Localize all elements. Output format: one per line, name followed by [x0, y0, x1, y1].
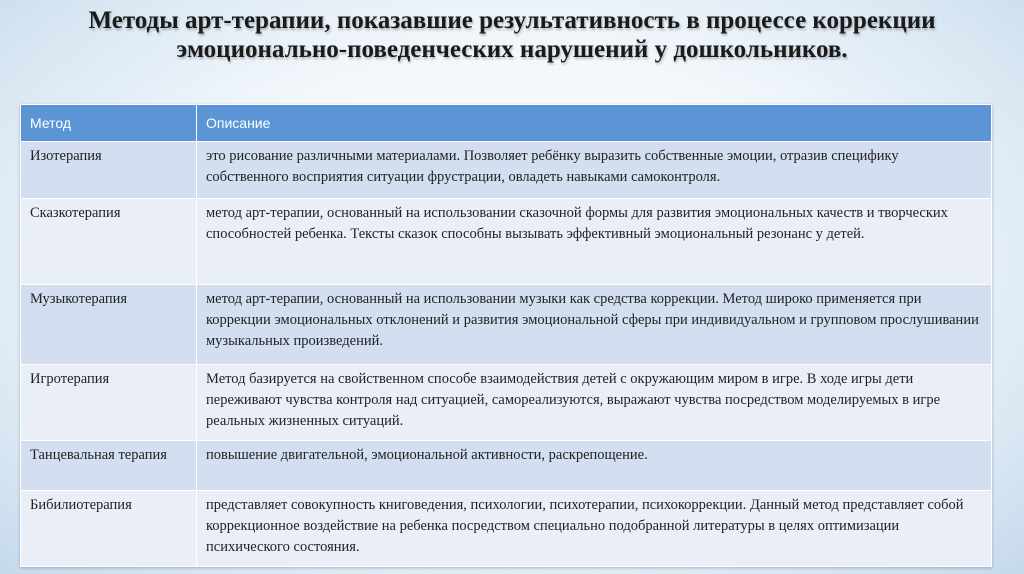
- method-cell: Танцевальная терапия: [21, 441, 197, 491]
- description-cell: это рисование различными материалами. Позволяет ребёнку выразить собственные эмоции, отразив специфику собственного восприятия ситуации фрустрации, овладеть навыками самоконтроля.: [197, 142, 992, 199]
- slide-title: Методы арт-терапии, показавшие результативность в процессе коррекции эмоционально-поведенческих нарушений у дошкольников.: [88, 7, 936, 63]
- method-cell: Игротерапия: [21, 365, 197, 441]
- header-method: Метод: [21, 105, 197, 142]
- table-header-row: [21, 105, 992, 142]
- table-row: [21, 441, 992, 491]
- method-cell: Музыкотерапия: [21, 285, 197, 365]
- table-row: [21, 491, 992, 567]
- description-cell: метод арт-терапии, основанный на использовании сказочной формы для развития эмоциональных качеств и творческих способностей ребенка. Тексты сказок способны вызывать эффективный эмоциональный резонанс у детей.: [197, 199, 992, 285]
- description-cell: повышение двигательной, эмоциональной активности, раскрепощение.: [197, 441, 992, 491]
- table-row: [21, 199, 992, 285]
- methods-table: [20, 104, 992, 567]
- description-cell: представляет совокупность книговедения, психологии, психотерапии, психокоррекции. Данный метод представляет собой коррекционное воздействие на ребенка посредством специально подобранной литературы в целях оптимизации психического состояния.: [197, 491, 992, 567]
- table-row: [21, 142, 992, 199]
- table-row: [21, 285, 992, 365]
- table-row: [21, 365, 992, 441]
- header-description: Описание: [197, 105, 992, 142]
- method-cell: Бибилиотерапия: [21, 491, 197, 567]
- description-cell: метод арт-терапии, основанный на использовании музыки как средства коррекции. Метод широко применяется при коррекции эмоциональных отклонений и развития эмоциональной сферы при индивидуальном и групповом прослушивании музыкальных произведений.: [197, 285, 992, 365]
- method-cell: Сказкотерапия: [21, 199, 197, 285]
- description-cell: Метод базируется на свойственном способе взаимодействия детей с окружающим миром в игре. В ходе игры дети переживают чувства контроля над ситуацией, самореализуются, выражают чувства посредством моделируемых в игре реальных жизненных ситуаций.: [197, 365, 992, 441]
- method-cell: Изотерапия: [21, 142, 197, 199]
